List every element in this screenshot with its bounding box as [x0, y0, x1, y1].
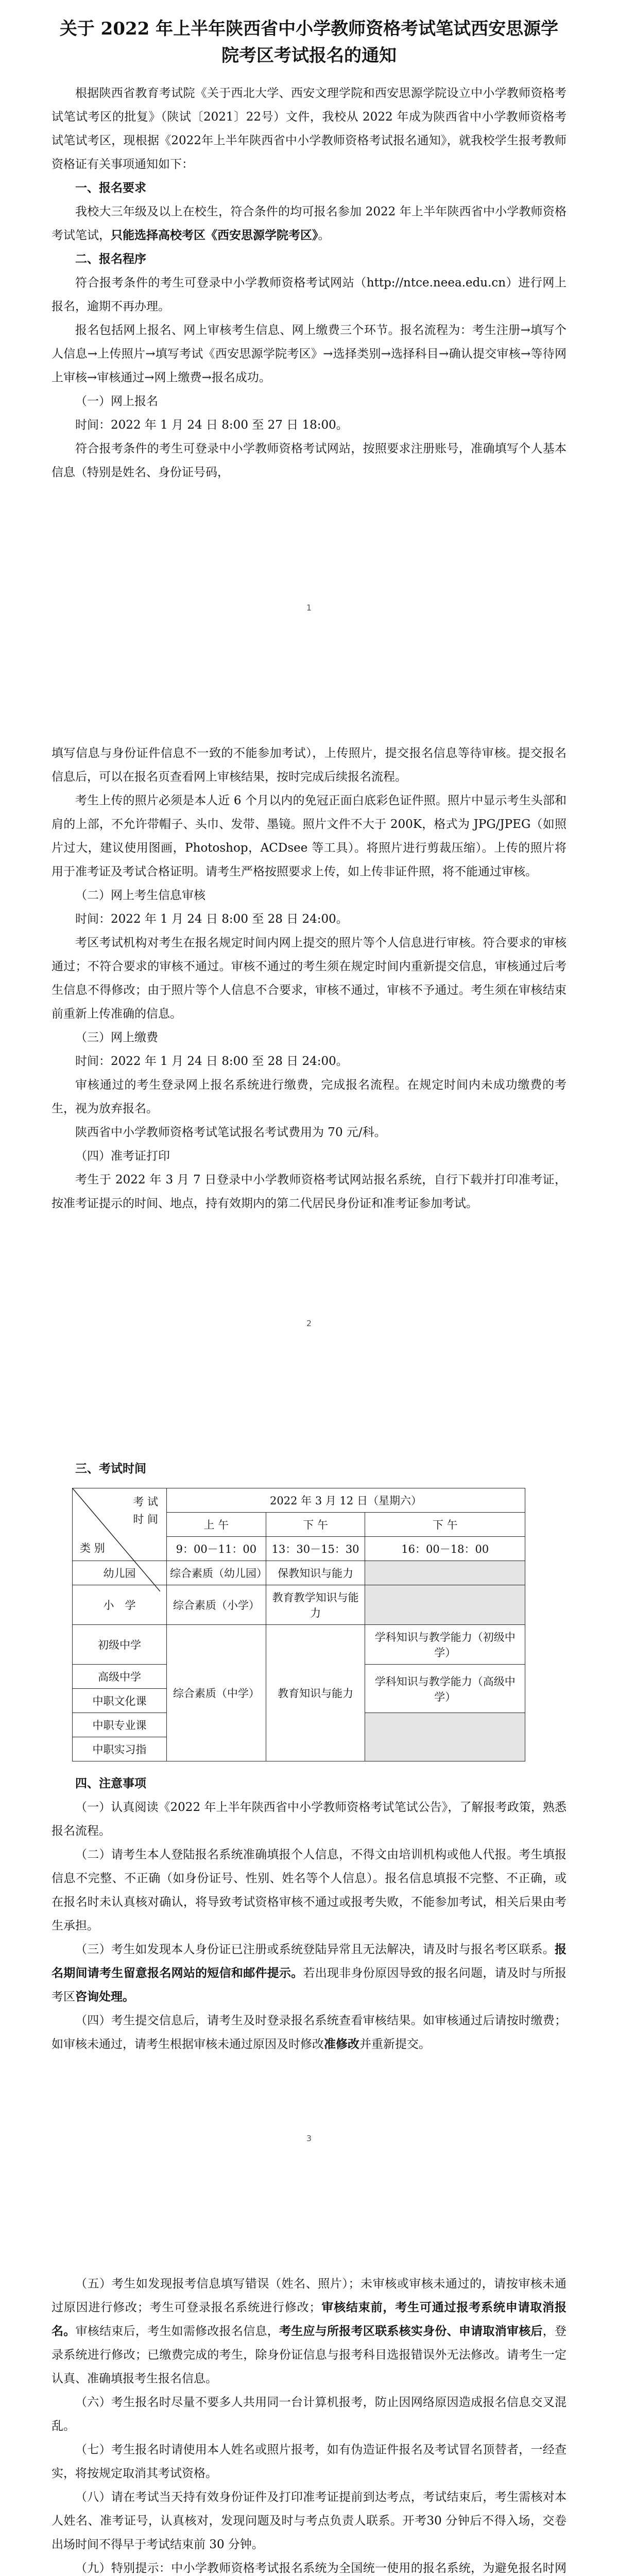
section-2-paragraph-2: 报名包括网上报名、网上审核考生信息、网上缴费三个环节。报名流程为：考生注册→填写个人信息→上传照片→填写考试《西安思源学院考区》→选择类别→选择科目→确认提交审核→等待网上审核→审核通过→网上缴费→报名成功。	[52, 324, 566, 384]
subject-cell: 综合素质（中学）	[167, 1625, 266, 1761]
session-time-am: 9：00－11：00	[167, 1537, 266, 1561]
section-2-paragraph-8: 陕西省中小学教师资格考试笔试报名考试费用为 70 元/科。	[75, 1126, 386, 1139]
section-4-text: ，登录系统进行修改；	[52, 2325, 567, 2362]
section-2-paragraph-9: 考生于 2022 年 3 月 7 日登录中小学教师资格考试网站报名系统，自行下载并打印准考证，按准考证提示的时间、地点，持有效期内的第二代居民身份证和准考证参加考试。	[52, 1173, 566, 1210]
section-2-paragraph-1: 符合报考条件的考生可登录中小学教师资格考试网站（http://ntce.neea.edu.cn）进行网上报名，逾期不再办理。	[52, 276, 566, 313]
section-1-text: 我校大三年级及以上在校生，符合条件的均可报名参加 2022 年上半年陕西省中小学教师资格考试笔试，	[52, 205, 566, 242]
section-2-paragraph-4: 填写信息与身份证件信息不一致的不能参加考试），上传照片，提交报名信息等待审核。提交报名信息后，可以在报名页查看网上审核结果，按时完成后续报名流程。	[52, 747, 566, 784]
section-4-text: 已缴费完成的考生，除身份证信息与报考科目选报错误外无法修改。请考生一定认真、准确填报考生报名信息。	[52, 2348, 567, 2385]
section-4-text: 身份证号、性别、姓名等个人信息）。报名信息填报不完整、不正确，或在报名时未认真核对确认，将导致考试资格审核不通过或报考失败，不能参加考试，相关后果由考生承担。	[52, 1872, 567, 1933]
section-4-paragraph-3	[52, 1938, 566, 2009]
section-2-time-3: 时间：2022 年 1 月 24 日 8:00 至 28 日 24:00。	[75, 1055, 348, 1068]
table-corner-cell	[73, 1488, 167, 1561]
section-4-paragraph-1: （一）认真阅读《2022 年上半年陕西省中小学教师资格考试笔试公告》，了解报考政策，熟悉报名流程。	[52, 1801, 566, 1838]
intro-paragraph: 根据陕西省教育考试院《关于西北大学、西安文理学院和西安思源学院设立中小学教师资格考试笔试考区的批复》（陕试〔2021〕22号）文件，我校从 2022 年成为陕西省中小学教师资格考试笔试考区，现根据《2022年上半年陕西省中小学教师资格考试报名通知》，就我校学生报考教师资格证有关事项通知如下：	[52, 87, 566, 171]
section-4-paragraph-9: （九）特别提示：中小学教师资格考试报名系统为全国统一使用的报名系统，为避免报名时网	[75, 2562, 566, 2575]
subject-cell: 综合素质（幼儿园）	[167, 1561, 266, 1585]
section-4-paragraph-2	[52, 1843, 566, 1938]
session-am: 上 午	[167, 1513, 266, 1537]
section-4-paragraph-7: （七）考生报名时请使用本人姓名或照片报考，如有伪造证件报名及考试冒名顶替者，一经查实，将按规定取消其考试资格。	[52, 2443, 566, 2480]
section-2-sub-4: （四）准考证打印	[75, 1149, 170, 1163]
page-number: 1	[306, 603, 312, 613]
exam-schedule-table	[72, 1488, 525, 1761]
section-4-emphasis: 准修改	[324, 2037, 359, 2051]
category-cell: 中职实习指	[73, 1737, 167, 1761]
category-label: 类 别	[80, 1542, 105, 1554]
empty-cell	[365, 1585, 525, 1625]
section-4-text: 若出现非身份原因导致的报名问题，请及时与所报考区	[52, 1967, 567, 2004]
page-number: 3	[306, 2133, 312, 2143]
empty-cell	[365, 1713, 525, 1761]
session-time-pm-1: 13：30－15：30	[266, 1537, 365, 1561]
time-label: 时 间	[133, 1513, 158, 1526]
section-2-paragraph-5: 考生上传的照片必须是本人近 6 个月以内的免冠正面白底彩色证件照。照片中显示考生头部和肩的上部，不允许带帽子、头巾、发带、墨镜。照片文件不大于 200K，格式为 JPG/JPEG（如照片过大，建议使用图画，Photoshop，ACDsee 等工具）。将照片进行剪裁压缩）。上传的照片将用于准考证及考试合格证明。请考生严格按照要求上传，如上传非证件照，将不能通过审核。	[52, 794, 566, 878]
section-3-heading: 三、考试时间	[75, 1462, 146, 1476]
notice-title: 关于 2022 年上半年陕西省中小学教师资格考试笔试西安思源学院考区考试报名的通知	[59, 19, 559, 66]
subject-cell: 综合素质（小学）	[167, 1585, 266, 1625]
section-2-heading: 二、报名程序	[75, 252, 146, 266]
page-number: 2	[306, 1318, 312, 1328]
section-4-paragraph-6: （六）考生报名时尽量不要多人共用同一台计算机报考，防止因网络原因造成报名信息交叉混乱。	[52, 2396, 566, 2433]
section-4-paragraph-8: （八）请在考试当天持有效身份证件及打印准考证提前到达考点，考试结束后，考生需核对本人姓名、准考证号，认真核对，发现问题及时与考点负责人联系。开考30 分钟后不得入场，交卷出场时间不得早于考试结束前 30 分钟。	[52, 2490, 566, 2551]
empty-cell	[365, 1561, 525, 1585]
section-4-text: （三）考生如发现本人身份证已注册或系统登陆异常且无法解决，请及时与报名考区联系。	[75, 1943, 555, 1956]
section-2-time-2: 时间：2022 年 1 月 24 日 8:00 至 28 日 24:00。	[75, 912, 348, 926]
category-cell: 初级中学	[73, 1625, 167, 1665]
section-4-emphasis: 审核结束前，考生可通过报考系统申请取消报名。	[52, 2300, 567, 2338]
section-4-heading: 四、注意事项	[75, 1776, 146, 1790]
section-2-paragraph-7: 审核通过的考生登录网上报名系统进行缴费，完成报名流程。在规定时间内未成功缴费的考生，视为放弃报名。	[52, 1078, 566, 1115]
section-1-heading: 一、报名要求	[75, 181, 146, 195]
section-1-paragraph	[52, 200, 566, 247]
section-2-paragraph-3: 符合报考条件的考生可登录中小学教师资格考试网站，按照要求注册账号，准确填写个人基本信息（特别是姓名、身份证号码，	[52, 442, 566, 479]
section-4-paragraph-5	[52, 2272, 566, 2391]
section-1-emphasis: 只能选择高校考区《西安思源学院考区》	[111, 228, 318, 242]
section-2-sub-2: （二）网上考生信息审核	[75, 889, 205, 902]
subject-cell: 教育知识与能力	[266, 1625, 365, 1761]
subject-cell: 保教知识与能力	[266, 1561, 365, 1585]
section-4-text: （四）考生提交信息后，请考生及时登录报名系统查看审核结果。如审核通过后请按时缴费；如审核未通过，请考生根据审核未通过原因及时修改	[52, 2014, 566, 2051]
session-pm-1: 下 午	[266, 1513, 365, 1537]
subject-cell: 学科知识与教学能力（高级中学）	[365, 1665, 525, 1713]
section-4-emphasis: 报名期间请考生留意报名网站的短信和邮件提示。	[52, 1942, 566, 1980]
category-cell: 幼儿园	[73, 1561, 167, 1585]
category-cell: 中职文化课	[73, 1689, 167, 1713]
subject-cell: 教育教学知识与能力	[266, 1585, 365, 1625]
section-4-emphasis: 考生应与所报考区联系核实身份、申请取消审核后	[279, 2324, 543, 2338]
exam-label: 考 试	[133, 1496, 158, 1508]
session-time-pm-2: 16：00－18：00	[365, 1537, 525, 1561]
section-4-text: 审核结束后，考生如需修改报名信息，	[75, 2325, 279, 2338]
exam-date-cell: 2022 年 3 月 12 日（星期六）	[167, 1488, 525, 1513]
category-cell: 高级中学	[73, 1665, 167, 1689]
category-cell: 小 学	[73, 1585, 167, 1625]
section-2-paragraph-6: 考区考试机构对考生在报名规定时间内网上提交的照片等个人信息进行审核。符合要求的审核通过；不符合要求的审核不通过。审核不通过的考生须在规定时间内重新提交信息，审核通过后考生信息不得修改；由于照片等个人信息不合要求，审核不通过，审核不予通过。考生须在审核结束前重新上传准确的信息。	[52, 936, 566, 1021]
section-4-text: （五）考生如发现报考信息填写错误（姓名、照片）；未审核或审核未通过的，请按审核未通过原因进行修改；考生可登录报名系统进行修改；	[52, 2277, 566, 2314]
section-4-text: 并重新提交。	[359, 2038, 431, 2051]
section-4-paragraph-4	[52, 2009, 566, 2056]
section-4-emphasis: 咨询处理。	[75, 1990, 134, 2004]
section-4-text: （二）请考生本人登陆报名系统准确填报个人信息，不得文由培训机构或他人代报。考生填报信息不完整、不正确（如	[52, 1848, 566, 1885]
subject-cell: 学科知识与教学能力（初级中学）	[365, 1625, 525, 1665]
section-2-time-1: 时间：2022 年 1 月 24 日 8:00 至 27 日 18:00。	[75, 418, 348, 432]
section-2-sub-1: （一）网上报名	[75, 395, 158, 408]
section-2-sub-3: （三）网上缴费	[75, 1031, 158, 1044]
session-pm-2: 下 午	[365, 1513, 525, 1537]
section-1-end: 。	[318, 229, 330, 242]
category-cell: 中职专业课	[73, 1713, 167, 1737]
